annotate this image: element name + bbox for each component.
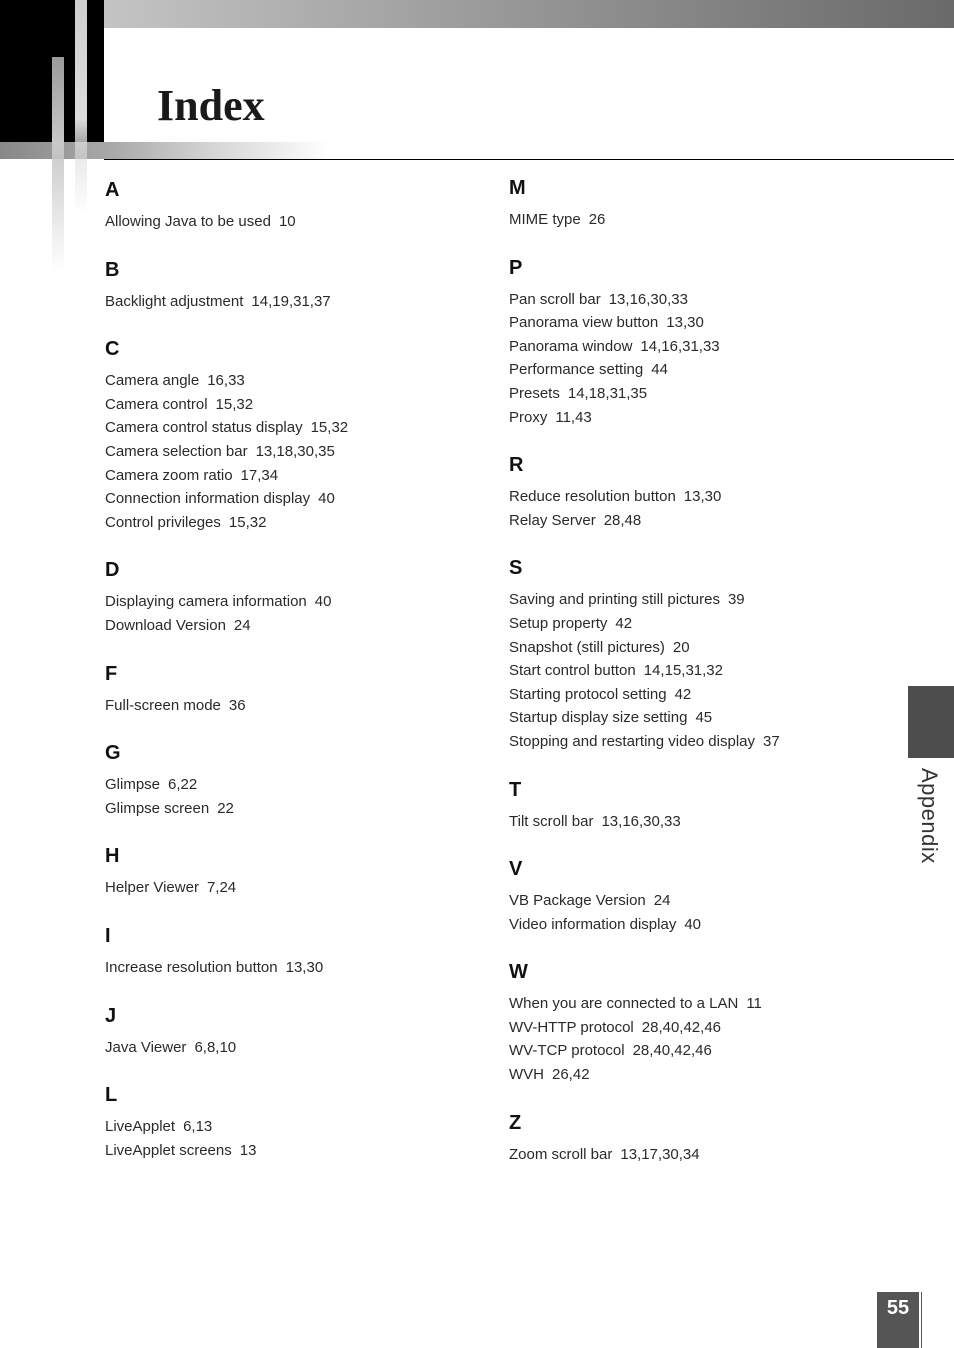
index-page-refs: 20 bbox=[672, 638, 690, 656]
index-page-refs: 28,40,42,46 bbox=[632, 1042, 712, 1060]
index-letter-heading: B bbox=[105, 258, 120, 281]
index-page-refs: 11 bbox=[746, 995, 762, 1013]
index-term: Camera control bbox=[105, 395, 208, 413]
index-letter-heading: P bbox=[509, 256, 523, 279]
index-entry bbox=[509, 288, 929, 312]
index-page-refs: 13,30 bbox=[285, 958, 324, 976]
index-entry bbox=[105, 290, 525, 314]
index-term: MIME type bbox=[509, 211, 581, 228]
index-term: WV-HTTP protocol bbox=[509, 1018, 634, 1036]
index-entry bbox=[509, 612, 929, 636]
index-section bbox=[105, 178, 525, 234]
index-page-refs: 26,42 bbox=[552, 1066, 590, 1084]
index-term: When you are connected to a LAN bbox=[509, 995, 739, 1013]
index-page-refs: 15,32 bbox=[215, 395, 254, 413]
index-term: VB Package Version bbox=[509, 892, 646, 910]
decorative-vertical-bar bbox=[52, 57, 64, 272]
index-term: Camera selection bar bbox=[105, 442, 248, 460]
index-entry bbox=[509, 1143, 929, 1167]
index-letter-heading: W bbox=[509, 961, 528, 984]
index-page-refs: 24 bbox=[233, 616, 251, 634]
index-page-refs: 40 bbox=[318, 490, 335, 508]
index-letter-heading: Z bbox=[509, 1111, 522, 1134]
section-label: Appendix bbox=[917, 768, 942, 864]
index-section bbox=[509, 1111, 929, 1167]
index-entry bbox=[105, 416, 525, 440]
index-page-refs: 13 bbox=[239, 1141, 257, 1159]
index-term: Zoom scroll bar bbox=[509, 1145, 613, 1163]
index-entry bbox=[105, 797, 525, 821]
index-letter-heading: M bbox=[509, 177, 526, 199]
index-term: Displaying camera information bbox=[105, 593, 307, 611]
index-term: Setup property bbox=[509, 614, 608, 632]
index-term: Tilt scroll bar bbox=[509, 812, 594, 830]
index-section bbox=[509, 176, 929, 232]
index-page-refs: 13,16,30,33 bbox=[601, 812, 681, 830]
index-term: Control privileges bbox=[105, 513, 221, 531]
index-term: Start control button bbox=[509, 662, 636, 680]
index-entry bbox=[509, 810, 929, 834]
index-page-refs: 13,16,30,33 bbox=[608, 290, 688, 308]
index-section bbox=[105, 558, 525, 637]
index-page-refs: 40 bbox=[314, 593, 332, 611]
index-page-refs: 24 bbox=[653, 892, 671, 910]
index-letter-heading: L bbox=[105, 1084, 118, 1107]
index-entry bbox=[509, 406, 929, 430]
index-letter-heading: H bbox=[105, 845, 120, 868]
index-term: Presets bbox=[509, 384, 560, 402]
index-letter-heading: R bbox=[509, 454, 524, 477]
index-entry bbox=[105, 511, 525, 535]
index-term: Proxy bbox=[509, 408, 548, 426]
index-letter-heading: A bbox=[105, 179, 120, 201]
index-entry bbox=[509, 913, 929, 937]
index-column-right bbox=[509, 176, 929, 1190]
index-entry bbox=[105, 876, 525, 900]
index-entry bbox=[509, 1063, 929, 1087]
index-term: Relay Server bbox=[509, 511, 596, 529]
index-letter-heading: J bbox=[105, 1004, 117, 1027]
index-term: Panorama window bbox=[509, 337, 633, 355]
header-gradient-band bbox=[104, 0, 954, 28]
index-page-refs: 16,33 bbox=[207, 372, 245, 390]
index-section bbox=[509, 960, 929, 1086]
index-section bbox=[105, 741, 525, 820]
index-page-refs: 45 bbox=[695, 709, 713, 727]
index-page-refs: 13,30 bbox=[666, 314, 704, 332]
index-section bbox=[105, 258, 525, 314]
index-page-refs: 37 bbox=[763, 732, 780, 750]
index-column-left bbox=[105, 178, 525, 1186]
index-letter-heading: C bbox=[105, 338, 120, 361]
index-entry bbox=[509, 358, 929, 382]
section-tab bbox=[908, 686, 954, 758]
index-letter-heading: S bbox=[509, 557, 523, 580]
index-page-refs: 42 bbox=[674, 685, 692, 703]
index-page-refs: 28,40,42,46 bbox=[641, 1018, 722, 1036]
index-page-refs: 13,30 bbox=[683, 488, 722, 506]
title-divider bbox=[104, 159, 954, 160]
index-page-refs: 22 bbox=[217, 799, 234, 817]
index-term: Glimpse bbox=[105, 776, 161, 794]
index-section bbox=[105, 662, 525, 718]
index-entry bbox=[509, 509, 929, 533]
index-page-refs: 11,43 bbox=[555, 408, 592, 426]
index-page-refs: 36 bbox=[228, 696, 246, 714]
index-page-refs: 28,48 bbox=[603, 511, 642, 529]
index-section bbox=[105, 924, 525, 980]
index-section bbox=[509, 778, 929, 834]
index-term: Camera zoom ratio bbox=[105, 466, 233, 484]
index-page-refs: 14,16,31,33 bbox=[640, 337, 720, 355]
index-entry bbox=[105, 1115, 525, 1139]
page-title: Index bbox=[157, 81, 265, 130]
index-letter-heading: T bbox=[509, 778, 522, 801]
index-entry bbox=[509, 659, 929, 683]
index-entry bbox=[509, 382, 929, 406]
index-entry bbox=[105, 440, 525, 464]
index-page-refs: 44 bbox=[651, 361, 668, 379]
index-page-refs: 13,17,30,34 bbox=[620, 1145, 700, 1163]
index-term: Performance setting bbox=[509, 361, 644, 379]
index-section bbox=[105, 844, 525, 900]
index-page-refs: 26 bbox=[588, 211, 606, 228]
index-letter-heading: F bbox=[105, 662, 118, 685]
index-page-refs: 13,18,30,35 bbox=[255, 442, 335, 460]
index-section bbox=[105, 1083, 525, 1162]
index-term: Increase resolution button bbox=[105, 958, 278, 976]
index-page-refs: 42 bbox=[615, 614, 633, 632]
index-page-refs: 40 bbox=[684, 915, 702, 933]
index-entry bbox=[105, 590, 525, 614]
index-entry bbox=[509, 706, 929, 730]
index-entry bbox=[509, 208, 929, 232]
index-term: WV-TCP protocol bbox=[509, 1042, 625, 1060]
index-term: Pan scroll bar bbox=[509, 290, 601, 308]
index-section bbox=[105, 337, 525, 534]
index-section bbox=[509, 857, 929, 936]
index-entry bbox=[509, 992, 929, 1016]
index-entry bbox=[105, 393, 525, 417]
index-entry bbox=[509, 588, 929, 612]
index-entry bbox=[509, 1039, 929, 1063]
index-letter-heading: G bbox=[105, 742, 121, 765]
decorative-vertical-bar bbox=[75, 0, 87, 215]
index-entry bbox=[509, 636, 929, 660]
index-term: Camera control status display bbox=[105, 419, 303, 437]
index-entry bbox=[105, 464, 525, 488]
index-page-refs: 7,24 bbox=[206, 879, 237, 897]
index-term: Full-screen mode bbox=[105, 696, 221, 714]
index-entry bbox=[105, 1139, 525, 1163]
index-term: LiveApplet bbox=[105, 1118, 176, 1136]
index-entry bbox=[509, 1016, 929, 1040]
index-letter-heading: D bbox=[105, 559, 120, 582]
index-term: Snapshot (still pictures) bbox=[509, 638, 665, 656]
index-entry bbox=[105, 1036, 525, 1060]
index-page-refs: 6,22 bbox=[168, 776, 198, 794]
index-term: Helper Viewer bbox=[105, 879, 199, 897]
index-term: LiveApplet screens bbox=[105, 1141, 232, 1159]
index-entry bbox=[509, 311, 929, 335]
index-term: Java Viewer bbox=[105, 1038, 187, 1056]
index-letter-heading: V bbox=[509, 858, 523, 881]
page-number-rule bbox=[921, 1292, 922, 1348]
index-entry bbox=[105, 694, 525, 718]
index-page-refs: 15,32 bbox=[310, 419, 349, 437]
index-entry bbox=[509, 889, 929, 913]
index-page-refs: 17,34 bbox=[240, 466, 279, 484]
index-entry bbox=[509, 730, 929, 754]
index-entry bbox=[105, 369, 525, 393]
index-page-refs: 14,18,31,35 bbox=[567, 384, 648, 402]
index-page-refs: 10 bbox=[278, 213, 296, 230]
index-entry bbox=[509, 683, 929, 707]
index-entry bbox=[509, 485, 929, 509]
index-page-refs: 6,13 bbox=[183, 1118, 213, 1136]
index-page-refs: 6,8,10 bbox=[194, 1038, 237, 1056]
index-section bbox=[509, 453, 929, 532]
index-entry bbox=[105, 487, 525, 511]
index-section bbox=[509, 256, 929, 430]
index-letter-heading: I bbox=[105, 924, 111, 947]
index-entry bbox=[105, 614, 525, 638]
index-term: Camera angle bbox=[105, 372, 200, 390]
index-term: Video information display bbox=[509, 915, 677, 933]
index-term: Backlight adjustment bbox=[105, 292, 244, 310]
index-term: Panorama view button bbox=[509, 314, 659, 332]
index-page-refs: 14,15,31,32 bbox=[643, 662, 723, 680]
index-term: Startup display size setting bbox=[509, 709, 688, 727]
page-number: 55 bbox=[877, 1292, 919, 1348]
index-entry bbox=[105, 956, 525, 980]
index-term: Connection information display bbox=[105, 490, 311, 508]
index-entry bbox=[105, 210, 525, 234]
index-term: WVH bbox=[509, 1066, 544, 1084]
index-term: Saving and printing still pictures bbox=[509, 591, 720, 609]
index-entry bbox=[105, 773, 525, 797]
index-term: Allowing Java to be used bbox=[105, 213, 271, 230]
index-section bbox=[105, 1004, 525, 1060]
index-page-refs: 14,19,31,37 bbox=[251, 292, 331, 310]
index-entry bbox=[509, 335, 929, 359]
index-term: Reduce resolution button bbox=[509, 488, 676, 506]
index-term: Starting protocol setting bbox=[509, 685, 667, 703]
index-page-refs: 39 bbox=[727, 591, 745, 609]
header-lower-gradient bbox=[0, 142, 330, 159]
index-term: Download Version bbox=[105, 616, 226, 634]
index-page-refs: 15,32 bbox=[228, 513, 267, 531]
index-term: Stopping and restarting video display bbox=[509, 732, 755, 750]
index-term: Glimpse screen bbox=[105, 799, 210, 817]
index-section bbox=[509, 556, 929, 753]
